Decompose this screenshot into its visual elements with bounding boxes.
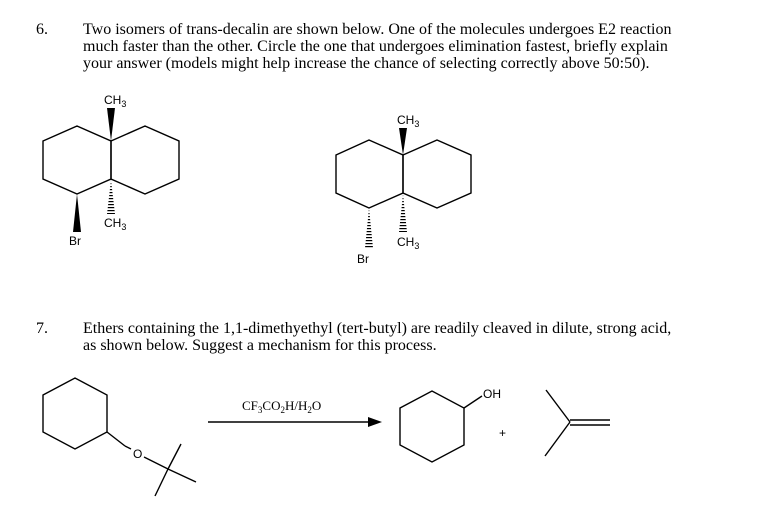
decalin-b-left-ring: [336, 140, 403, 208]
reaction-arrow-head: [368, 417, 382, 427]
question-7-line-2: as shown below. Suggest a mechanism for this process.: [83, 337, 437, 354]
ch3-subscript: 3: [414, 119, 420, 129]
ether-oxygen-label: O: [133, 447, 143, 461]
label-a-br: Br: [69, 234, 81, 248]
ch3-subscript: 3: [414, 241, 420, 251]
product-plus-sign: +: [499, 426, 507, 440]
ether-bond-ring-ch2: [107, 432, 125, 446]
wedge-a-bromo: [73, 194, 81, 232]
product-isobutylene: [545, 390, 610, 456]
question-6-number: 6.: [36, 21, 48, 38]
product-cyclohexane-ring: [400, 391, 464, 462]
product-bond-ring-ch2: [464, 396, 482, 408]
label-a-ch3-top: $CH_3$: [104, 93, 127, 109]
tbutyl-methyl-up: [168, 444, 181, 469]
ether-bond-o-cq: [144, 457, 168, 469]
reaction-reagent-label: $CF_3CO_2H/H_2O$: [242, 398, 322, 415]
question-6-line-2: much faster than the other. Circle the one that undergoes elimination fastest, briefly explain: [83, 38, 668, 55]
product-oh-label: OH: [483, 387, 501, 401]
wedge-b-top-methyl: [399, 128, 407, 155]
isobutylene-methyl-down: [545, 422, 570, 456]
label-a-ch3-bottom: $CH_3$: [104, 216, 127, 232]
label-b-ch3-bottom: $CH_3$: [397, 235, 420, 251]
decalin-a-left-ring: [43, 126, 111, 194]
ch3-subscript: 3: [121, 222, 127, 232]
question-6-line-3: your answer (models might help increase the chance of selecting correctly above 50:50).: [83, 55, 650, 72]
ether-bond-ch2-o: [125, 446, 131, 449]
question-7-line-1: Ethers containing the 1,1-dimethyethyl (tert-butyl) are readily cleaved in dilute, strong acid,: [83, 320, 672, 337]
decalin-a-right-ring: [111, 126, 179, 194]
wedge-a-top-methyl: [107, 108, 115, 141]
label-b-ch3-top: $CH_3$: [397, 113, 420, 129]
question-7-number: 7.: [36, 320, 48, 337]
ch3-subscript: 3: [121, 99, 127, 109]
ether-cyclohexane-ring: [43, 378, 107, 449]
hash-b-bottom-methyl: [399, 194, 407, 232]
tbutyl-methyl-down: [155, 469, 168, 496]
ether-structure: [43, 378, 196, 496]
hash-b-bromo: [365, 208, 373, 248]
product-alcohol: [400, 391, 482, 462]
tbutyl-methyl-right: [168, 469, 196, 482]
decalin-b-right-ring: [403, 140, 471, 208]
isobutylene-methyl-up: [546, 390, 570, 422]
hash-a-bottom-methyl: [107, 180, 115, 214]
label-b-br: Br: [357, 252, 369, 266]
question-6-line-1: Two isomers of trans-decalin are shown below. One of the molecules undergoes E2 reaction: [83, 21, 672, 38]
